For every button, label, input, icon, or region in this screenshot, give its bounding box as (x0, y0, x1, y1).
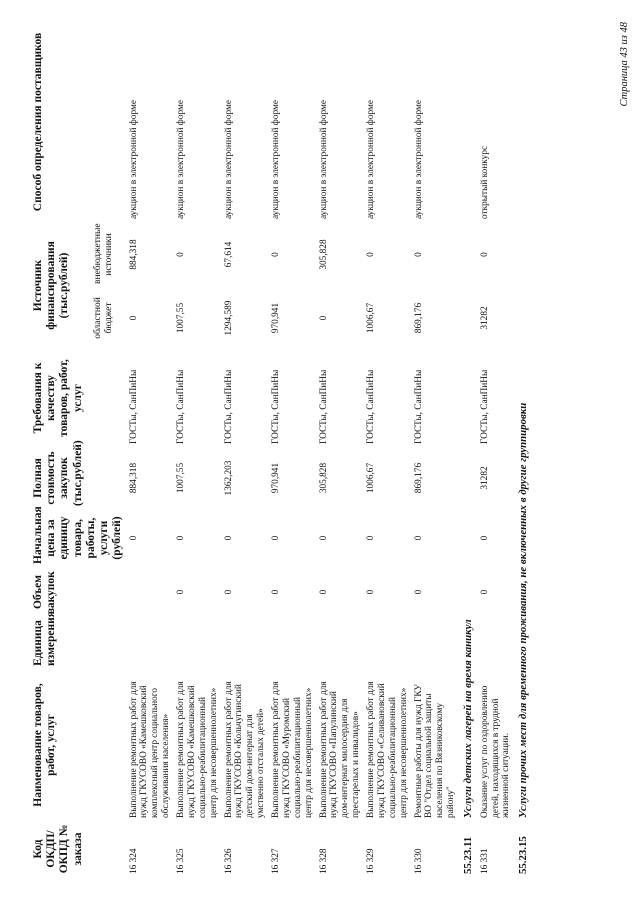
cell-regional: 869,176 (413, 302, 424, 334)
cell-extrabudget: 884,318 (128, 239, 139, 270)
cell-unit (317, 617, 365, 669)
cell-requirements: ГОСТы, СанПиНы (223, 369, 234, 444)
cell-total: 305,828 (318, 462, 329, 494)
cell-total: 31282 (479, 466, 490, 490)
cell-extrabudget: 0 (479, 252, 490, 257)
cell-unit-price: 0 (223, 535, 234, 541)
cell-extrabudget: 0 (271, 252, 282, 257)
header-source-extrabudget: внебюджетные источники (92, 223, 114, 284)
cell-total: 1007,55 (176, 462, 187, 494)
cell-unit (174, 617, 222, 669)
cell-regional: 970,941 (271, 302, 282, 334)
cell-name: Выполнение ремонтных работ для нужд ГКУСОВО «Муромский социально-реабилитационный центр для несовершеннолетних» (271, 681, 314, 818)
cell-requirements: ГОСТы, СанПиНы (128, 369, 139, 444)
header-method: Способ определения поставщиков (32, 32, 44, 212)
section-title: Услуги прочих мест для временного проживания, не включенных в другие группировки (517, 402, 530, 818)
cell-unit-price: 0 (176, 535, 187, 541)
cell-code: 16 330 (413, 848, 424, 874)
cell-total: 1362,203 (223, 460, 234, 496)
table-row (412, 22, 460, 877)
cell-volume (127, 567, 175, 617)
cell-extrabudget: 0 (176, 252, 187, 257)
cell-volume: 0 (318, 589, 329, 595)
cell-code: 16 327 (271, 848, 282, 874)
cell-regional: 0 (128, 315, 139, 321)
cell-name: Выполнение ремонтных работ для нужд ГКУСОВО «Папулинский дом-интернат милосердия для престарелых и инвалидов» (318, 681, 362, 818)
table-body (127, 22, 533, 877)
cell-volume: 0 (479, 589, 490, 595)
cell-requirements: ГОСТы, СанПиНы (479, 369, 490, 444)
cell-total: 869,176 (413, 462, 424, 494)
cell-unit (222, 617, 270, 669)
cell-unit-price: 0 (271, 535, 282, 541)
table-row (174, 22, 222, 877)
cell-volume: 0 (271, 589, 282, 595)
cell-code: 16 326 (223, 848, 234, 874)
table-row (269, 22, 317, 877)
cell-code: 16 331 (479, 848, 490, 874)
cell-method: аукцион в электронной форме (413, 100, 424, 219)
cell-requirements: ГОСТы, СанПиНы (271, 369, 282, 444)
cell-volume: 0 (366, 589, 377, 595)
header-name: Наименование товаров, работ, услуг (32, 683, 58, 807)
cell-method: аукцион в электронной форме (223, 100, 234, 219)
section-code: 55.23.11 (462, 836, 475, 874)
table-row (127, 22, 175, 877)
cell-requirements: ГОСТы, СанПиНы (318, 369, 329, 444)
header-code: Код ОКДП/ ОКПД № заказа (32, 824, 84, 874)
cell-volume: 0 (223, 589, 234, 595)
table-row (222, 22, 270, 877)
cell-requirements: ГОСТы, СанПиНы (366, 369, 377, 444)
header-total: Полная стоимость закупок (тыс.рублей) (32, 440, 84, 506)
cell-code: 16 329 (366, 848, 377, 874)
cell-requirements: ГОСТы, СанПиНы (413, 369, 424, 444)
cell-extrabudget: 0 (366, 252, 377, 257)
cell-name: Оказание услуг по оздоровлению детей, находящихся в трудной жизненной ситуации. (479, 685, 512, 818)
cell-unit (478, 617, 515, 669)
header-unit: Единица измерения (32, 611, 58, 666)
cell-unit (364, 617, 412, 669)
cell-code: 16 324 (128, 848, 139, 874)
cell-method: аукцион в электронной форме (318, 100, 329, 219)
section-code: 55.23.15 (517, 836, 530, 874)
cell-extrabudget: 0 (413, 252, 424, 257)
cell-unit-price: 0 (318, 535, 329, 541)
cell-requirements: ГОСТы, СанПиНы (176, 369, 187, 444)
cell-total: 1006,67 (366, 462, 377, 494)
cell-regional: 1007,55 (176, 302, 187, 334)
cell-regional: 1006,67 (366, 302, 377, 334)
cell-name: Выполнение ремонтных работ для нужд ГКУСОВО «Селивановский социально-реабилитационный центр для несовершеннолетних» (366, 681, 409, 818)
header-row (30, 22, 89, 877)
cell-method: открытый конкурс (479, 145, 490, 219)
cell-regional: 1294,589 (223, 300, 234, 336)
cell-unit (127, 617, 175, 669)
table-row (317, 22, 365, 877)
cell-unit (269, 617, 317, 669)
table-row (478, 22, 515, 877)
cell-extrabudget: 305,828 (318, 239, 329, 270)
cell-extrabudget: 67,614 (223, 241, 234, 268)
header-source-regional: областной бюджет (92, 297, 114, 339)
cell-name: Выполнение ремонтных работ для нужд ГКУСОВО «Камешковский социально-реабилитационный центр для несовершеннолетних» (176, 681, 219, 818)
cell-code: 16 328 (318, 848, 329, 874)
section-title: Услуги детских лагерей на время каникул (462, 619, 475, 818)
cell-name: Выполнение ремонтных работ для нужд ГКУСОВО «Камешковский комплексный центр социального обслуживания населения» (128, 681, 172, 818)
cell-method: аукцион в электронной форме (271, 100, 282, 219)
cell-name: Выполнение ремонтных работ для нужд ГКУСОВО «Кольчугинский детский дом-интернат для умственно отсталых детей» (223, 681, 267, 818)
cell-unit-price: 0 (413, 535, 424, 541)
cell-method: аукцион в электронной форме (176, 100, 187, 219)
header-unit-price: Начальная цена за единицу товара, работы, услуги (рублей) (32, 506, 124, 564)
cell-total: 970,941 (271, 462, 282, 494)
cell-total: 884,318 (128, 462, 139, 494)
page-number: Страница 43 из 48 (619, 22, 630, 107)
cell-unit-price: 0 (479, 535, 490, 541)
cell-unit (412, 617, 460, 669)
header-volume: Объем закупок (32, 571, 58, 613)
cell-code: 16 325 (176, 848, 187, 874)
procurement-table (30, 22, 533, 877)
header-requirements: Требования к качеству товаров, работ, услуг (32, 359, 84, 437)
cell-unit-price: 0 (128, 535, 139, 541)
cell-regional: 0 (318, 315, 329, 321)
cell-volume: 0 (176, 589, 187, 595)
table-row (364, 22, 412, 877)
cell-regional: 31282 (479, 306, 490, 330)
cell-unit-price: 0 (366, 535, 377, 541)
section-row (514, 22, 533, 877)
cell-volume: 0 (413, 589, 424, 595)
cell-name: Ремонтные работы для нужд ГКУ ВО "Отдел социальной защиты населения по Вязниковскому району" (413, 683, 457, 818)
cell-method: аукцион в электронной форме (128, 100, 139, 219)
section-row (459, 22, 478, 877)
cell-method: аукцион в электронной форме (366, 100, 377, 219)
header-source: Источник финансирования (тыс.рублей) (32, 241, 71, 330)
